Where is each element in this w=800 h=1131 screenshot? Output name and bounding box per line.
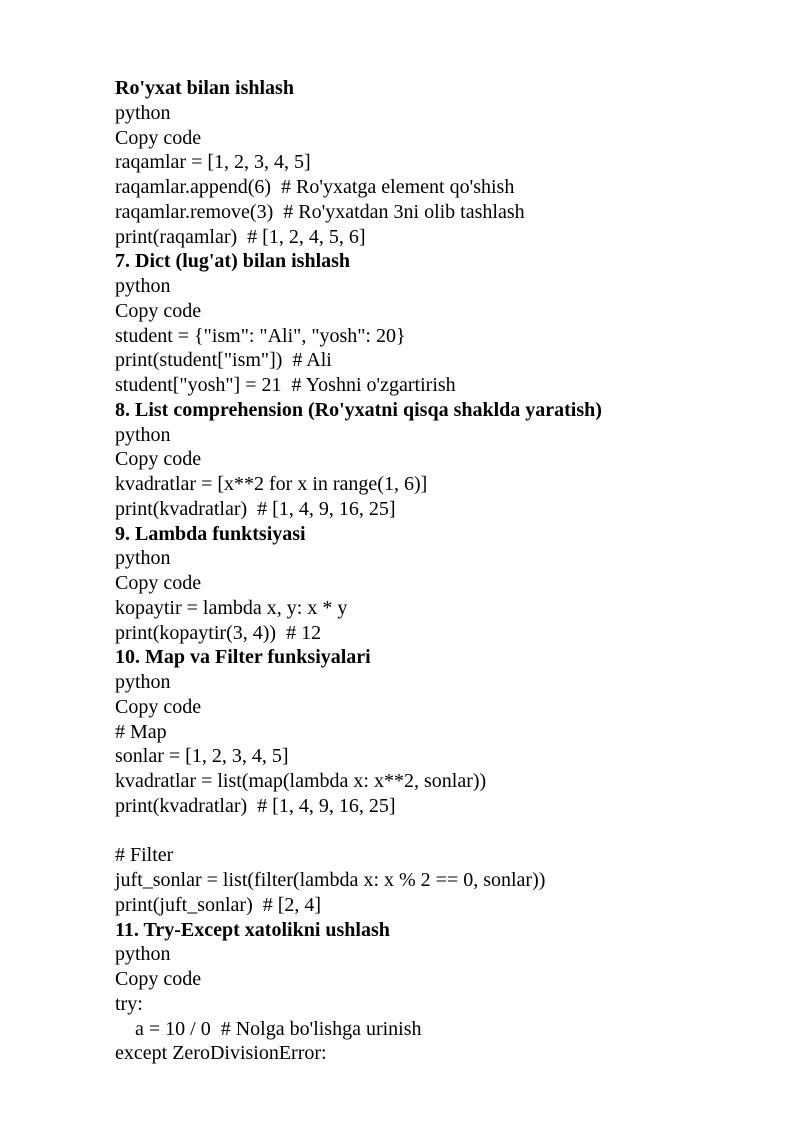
section-heading: 8. List comprehension (Ro'yxatni qisqa shaklda yaratish) — [115, 398, 602, 421]
code-language-label: python — [115, 547, 171, 570]
copy-code-label: Copy code — [115, 968, 202, 990]
section-heading: 10. Map va Filter funksiyalari — [115, 646, 371, 669]
copy-code-label: Copy code — [115, 572, 202, 594]
code-line: print(kopaytir(3, 4)) # 12 — [115, 621, 322, 644]
code-line: print(raqamlar) # [1, 2, 4, 5, 6] — [115, 225, 366, 248]
code-line: kvadratlar = [x**2 for x in range(1, 6)] — [115, 473, 428, 495]
code-line: raqamlar.append(6) # Ro'yxatga element qo'shish — [115, 176, 515, 198]
code-line: except ZeroDivisionError: — [115, 1042, 327, 1065]
code-line: raqamlar.remove(3) # Ro'yxatdan 3ni olib tashlash — [115, 200, 525, 223]
code-line: print(student["ism"]) # Ali — [115, 349, 332, 372]
code-line: kvadratlar = list(map(lambda x: x**2, sonlar)) — [115, 770, 487, 792]
code-line: juft_sonlar = list(filter(lambda x: x % 2 == 0, sonlar)) — [115, 869, 546, 891]
code-line: student["yosh"] = 21 # Yoshni o'zgartirish — [115, 374, 456, 396]
code-language-label: python — [115, 275, 171, 297]
code-language-label: python — [115, 423, 171, 446]
code-line: student = {"ism": "Ali", "yosh": 20} — [115, 324, 406, 347]
code-line: kopaytir = lambda x, y: x * y — [115, 596, 348, 619]
code-line: # Filter — [115, 844, 174, 867]
code-line: raqamlar = [1, 2, 3, 4, 5] — [115, 151, 311, 174]
section-heading: 11. Try-Except xatolikni ushlash — [115, 918, 390, 941]
copy-code-label: Copy code — [115, 299, 202, 322]
section-heading: 7. Dict (lug'at) bilan ishlash — [115, 250, 351, 273]
document-body — [115, 76, 755, 1066]
copy-code-label: Copy code — [115, 448, 202, 471]
code-line: # Map — [115, 720, 167, 743]
section-heading: Ro'yxat bilan ishlash — [115, 77, 294, 99]
code-language-label: python — [115, 101, 171, 124]
blank-line — [115, 819, 755, 844]
code-line: a = 10 / 0 # Nolga bo'lishga urinish — [115, 1017, 422, 1040]
code-line: try: — [115, 992, 143, 1015]
code-line: print(kvadratlar) # [1, 4, 9, 16, 25] — [115, 497, 396, 520]
code-language-label: python — [115, 943, 171, 966]
copy-code-label: Copy code — [115, 695, 202, 718]
code-language-label: python — [115, 671, 171, 693]
code-line: print(kvadratlar) # [1, 4, 9, 16, 25] — [115, 794, 396, 817]
copy-code-label: Copy code — [115, 126, 202, 149]
code-line: sonlar = [1, 2, 3, 4, 5] — [115, 745, 289, 768]
code-line: print(juft_sonlar) # [2, 4] — [115, 893, 322, 916]
section-heading: 9. Lambda funktsiyasi — [115, 522, 306, 545]
